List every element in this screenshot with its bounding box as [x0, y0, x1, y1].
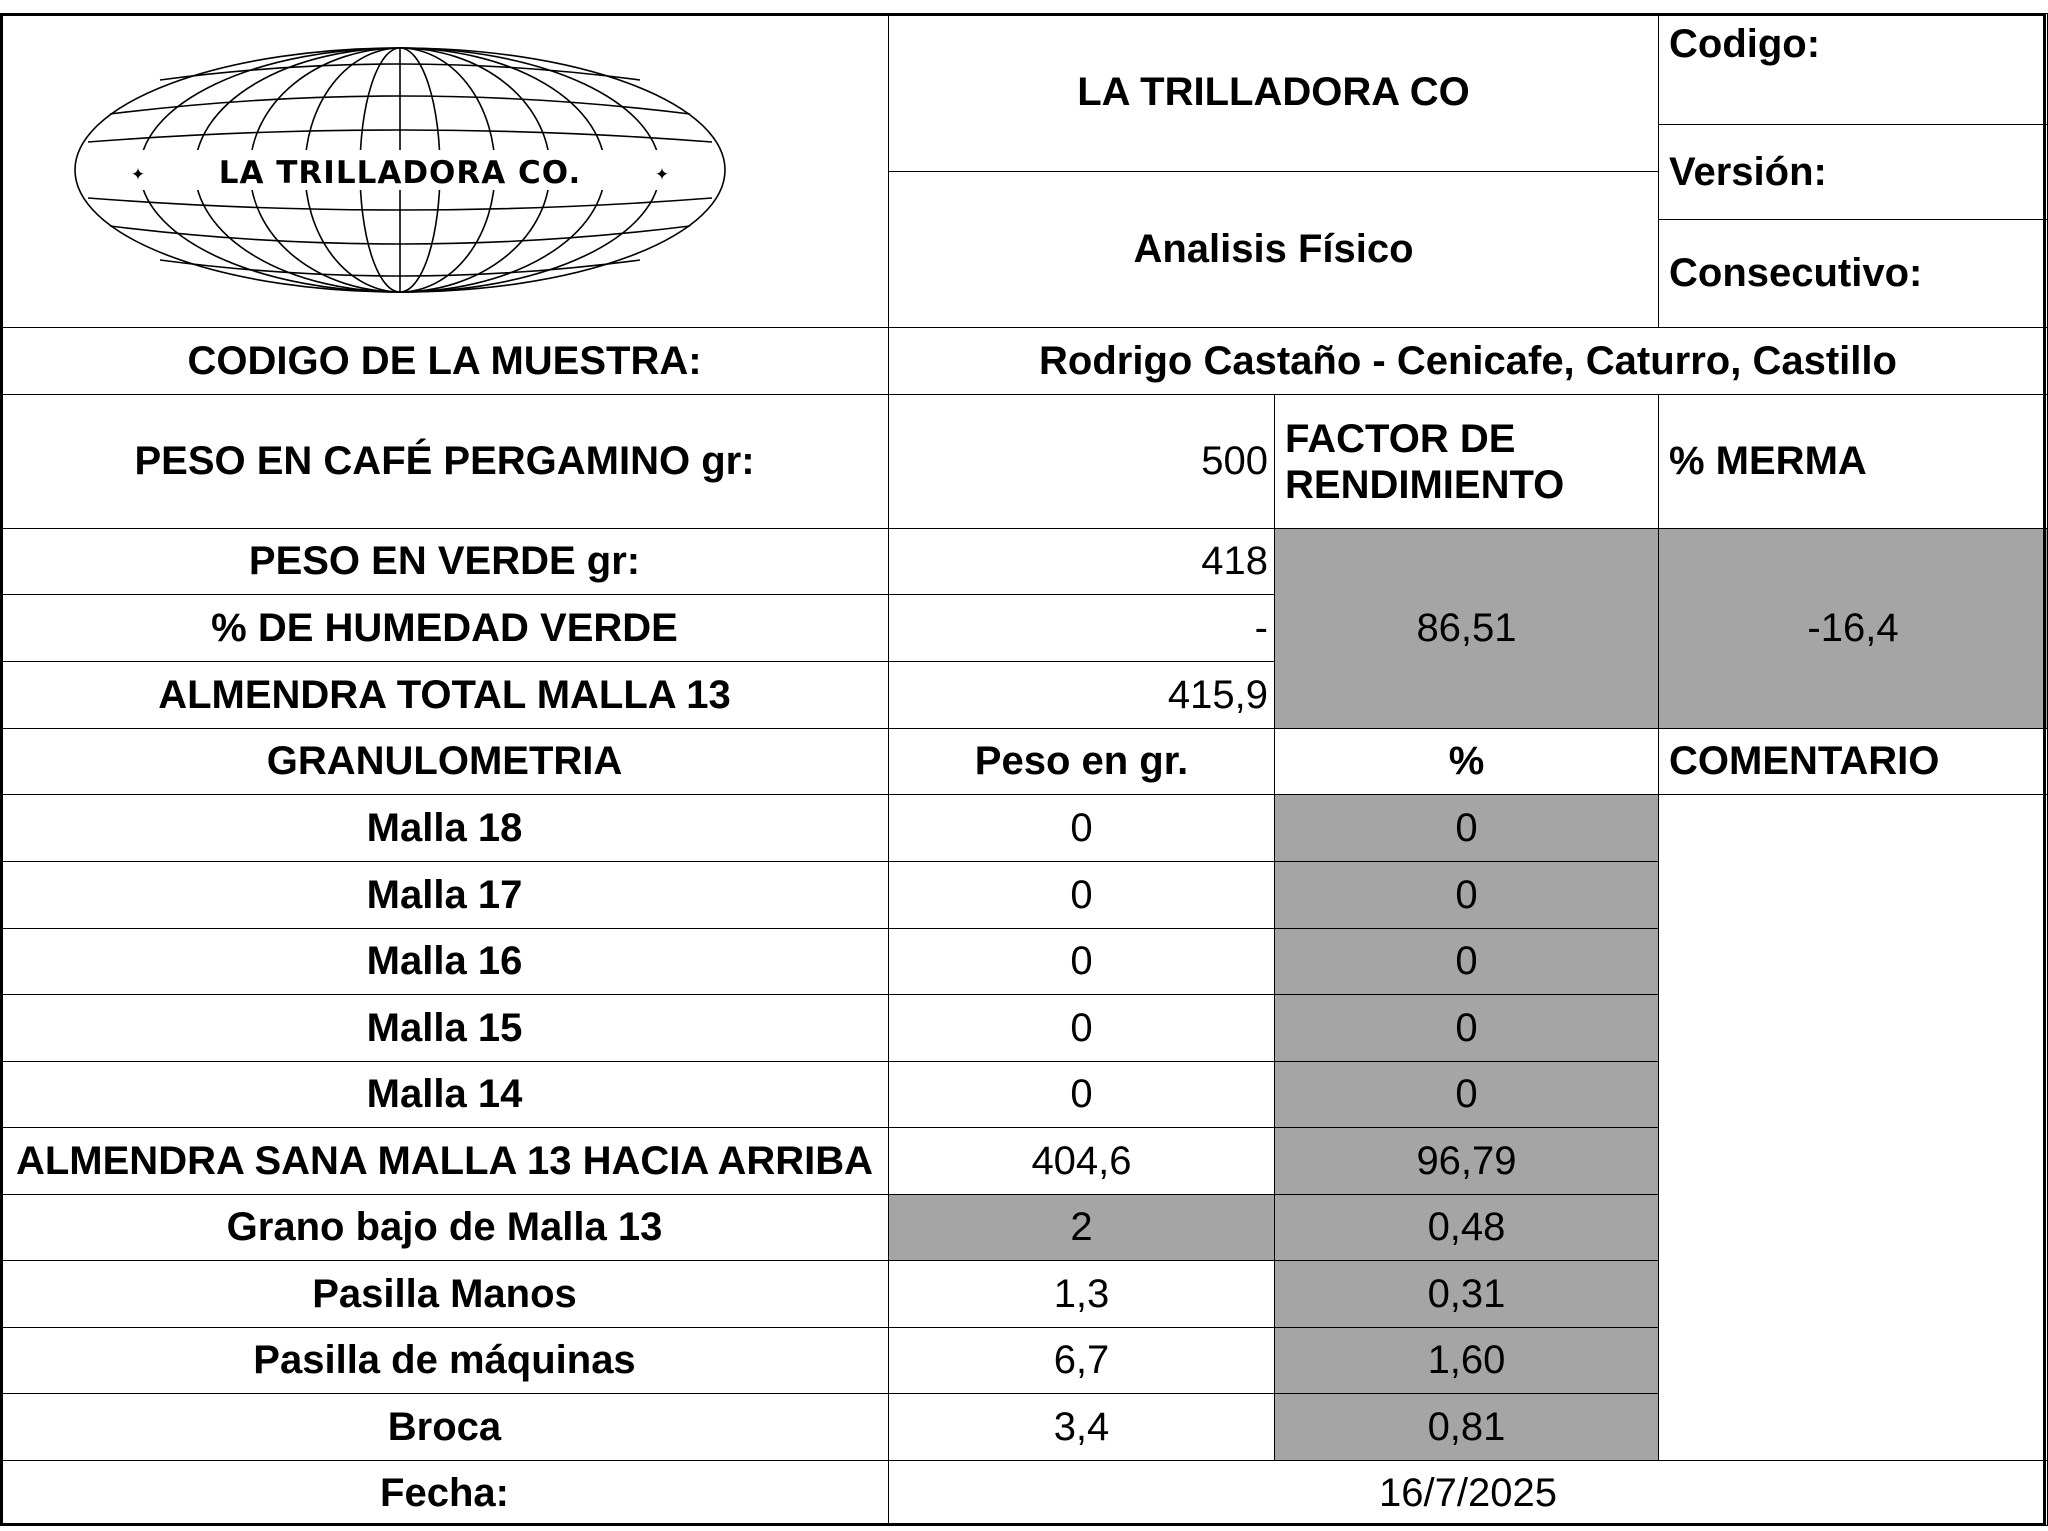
percent-header: % — [1274, 728, 1659, 795]
row-pct: 0,48 — [1274, 1194, 1659, 1261]
peso-verde-value: 418 — [888, 528, 1275, 595]
consecutivo-label: Consecutivo: — [1658, 219, 2048, 328]
row-label: Malla 17 — [0, 861, 889, 929]
row-pct: 0 — [1274, 861, 1659, 929]
humedad-verde-label: % DE HUMEDAD VERDE — [0, 594, 889, 662]
peso-pergamino-value: 500 — [888, 394, 1275, 529]
peso-verde-label: PESO EN VERDE gr: — [0, 528, 889, 595]
row-pct: 0,31 — [1274, 1260, 1659, 1328]
row-peso: 0 — [888, 861, 1275, 929]
merma-value: -16,4 — [1658, 528, 2048, 729]
comentario-header: COMENTARIO — [1658, 728, 2048, 795]
row-peso: 404,6 — [888, 1127, 1275, 1195]
peso-pergamino-label: PESO EN CAFÉ PERGAMINO gr: — [0, 394, 889, 529]
globe-logo — [50, 38, 750, 303]
factor-rendimiento-value: 86,51 — [1274, 528, 1659, 729]
sample-code-value: Rodrigo Castaño - Cenicafe, Caturro, Castillo — [888, 327, 2048, 395]
row-peso: 6,7 — [888, 1327, 1275, 1394]
company-name: LA TRILLADORA CO — [888, 13, 1659, 172]
sample-code-label: CODIGO DE LA MUESTRA: — [0, 327, 889, 395]
row-label: Pasilla Manos — [0, 1260, 889, 1328]
svg-text:✦: ✦ — [654, 165, 670, 185]
row-peso: 0 — [888, 994, 1275, 1062]
row-pct: 1,60 — [1274, 1327, 1659, 1394]
document-subtitle: Analisis Físico — [888, 171, 1659, 328]
humedad-verde-value: - — [888, 594, 1275, 662]
row-pct: 96,79 — [1274, 1127, 1659, 1195]
version-label: Versión: — [1658, 124, 2048, 220]
almendra-total-label: ALMENDRA TOTAL MALLA 13 — [0, 661, 889, 729]
row-label: Broca — [0, 1393, 889, 1461]
row-peso: 3,4 — [888, 1393, 1275, 1461]
row-peso: 0 — [888, 1061, 1275, 1128]
merma-label: % MERMA — [1658, 394, 2048, 529]
row-peso: 2 — [888, 1194, 1275, 1261]
svg-text:✦: ✦ — [130, 165, 146, 185]
row-label: Grano bajo de Malla 13 — [0, 1194, 889, 1261]
factor-label-line1: FACTOR DE — [1285, 416, 1516, 461]
row-peso: 1,3 — [888, 1260, 1275, 1328]
row-pct: 0,81 — [1274, 1393, 1659, 1461]
row-pct: 0 — [1274, 994, 1659, 1062]
logo-text: LA TRILLADORA CO. — [218, 155, 582, 191]
row-label: Malla 15 — [0, 994, 889, 1062]
row-pct: 0 — [1274, 794, 1659, 862]
row-label: ALMENDRA SANA MALLA 13 HACIA ARRIBA — [0, 1127, 889, 1195]
almendra-total-value: 415,9 — [888, 661, 1275, 729]
peso-gr-header: Peso en gr. — [888, 728, 1275, 795]
fecha-value: 16/7/2025 — [888, 1460, 2048, 1526]
fecha-label: Fecha: — [0, 1460, 889, 1526]
row-peso: 0 — [888, 928, 1275, 995]
row-label: Pasilla de máquinas — [0, 1327, 889, 1394]
factor-rendimiento-label — [1274, 394, 1659, 529]
row-peso: 0 — [888, 794, 1275, 862]
row-pct: 0 — [1274, 928, 1659, 995]
granulometria-header: GRANULOMETRIA — [0, 728, 889, 795]
row-label: Malla 14 — [0, 1061, 889, 1128]
factor-label-line2: RENDIMIENTO — [1285, 462, 1565, 507]
codigo-label: Codigo: — [1658, 13, 2048, 125]
comentario-field[interactable] — [1658, 794, 2048, 1461]
row-label: Malla 18 — [0, 794, 889, 862]
row-pct: 0 — [1274, 1061, 1659, 1128]
row-label: Malla 16 — [0, 928, 889, 995]
